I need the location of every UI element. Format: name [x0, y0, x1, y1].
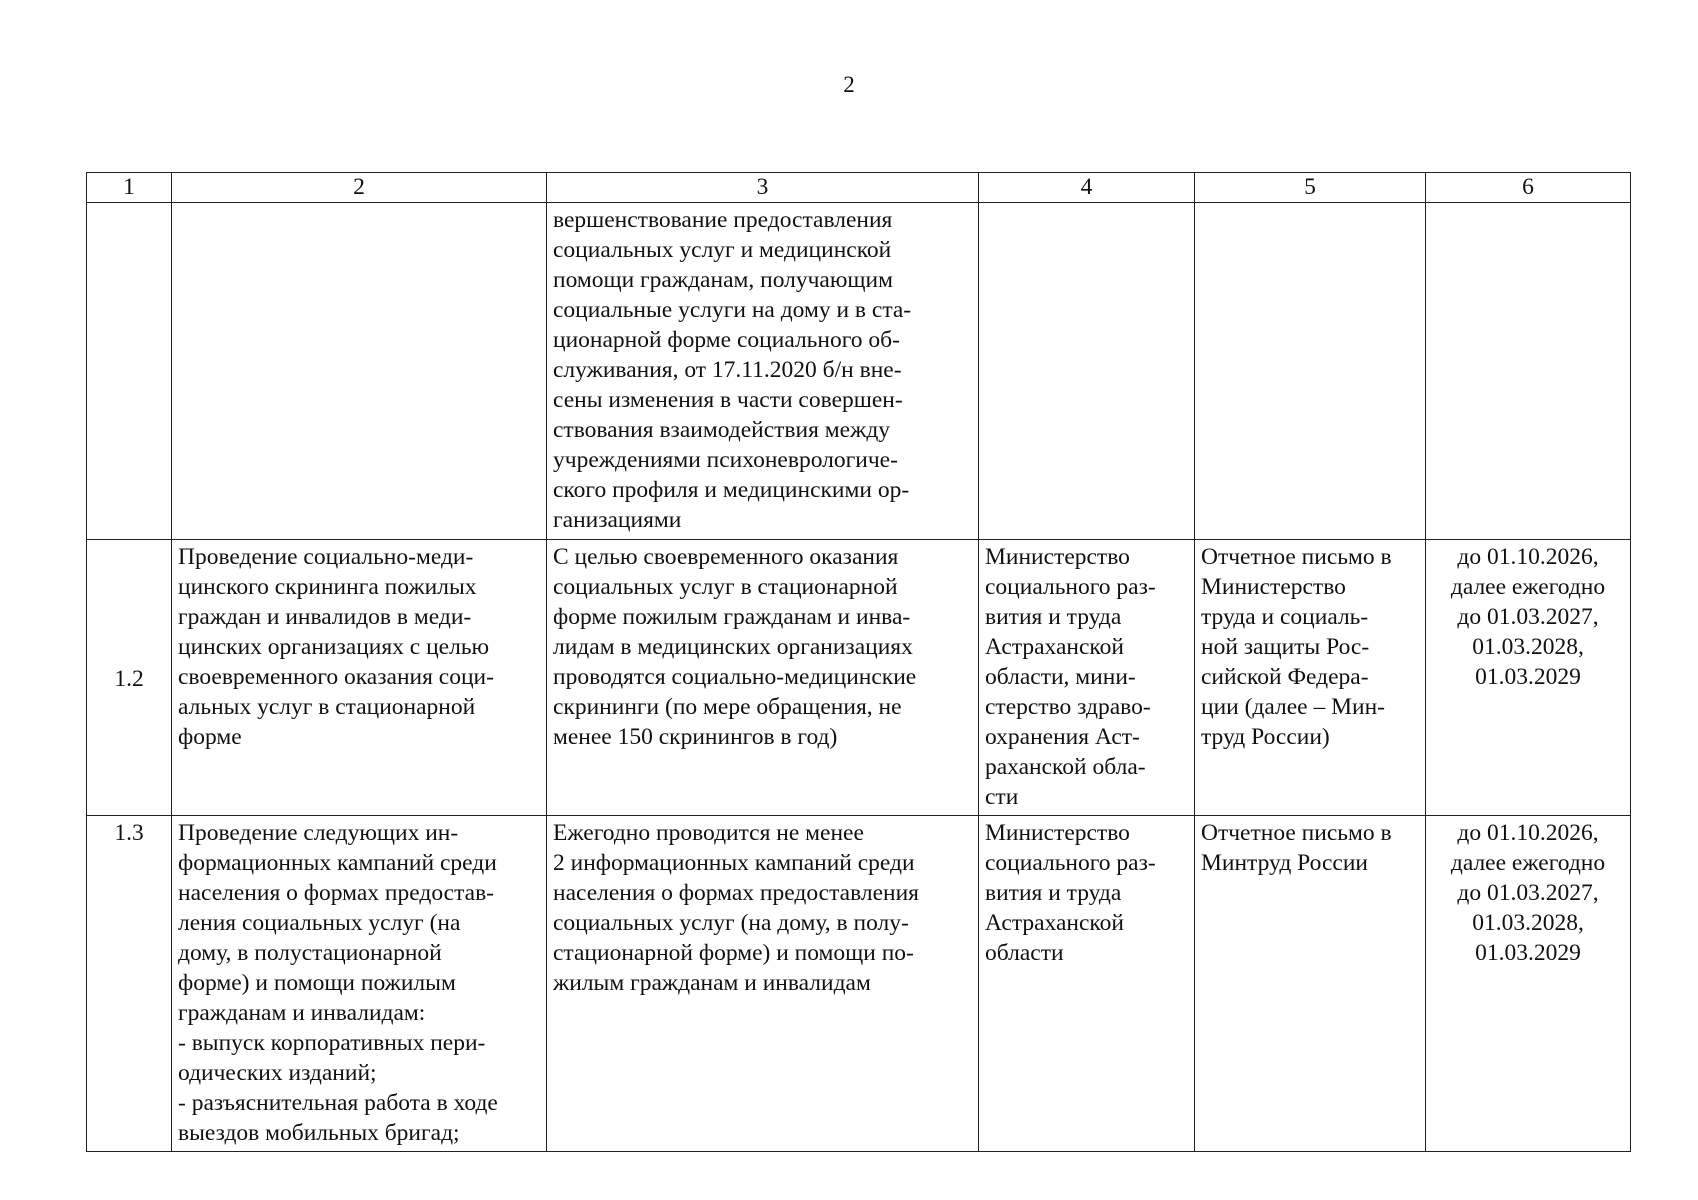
cell-line: выездов мобильных бригад; — [178, 1120, 460, 1146]
deadline-cell — [1426, 203, 1631, 540]
cell-line: социального раз- — [985, 574, 1156, 600]
cell-line: до 01.10.2026, — [1457, 820, 1599, 846]
cell-line: вершенствование предоставления — [553, 207, 893, 233]
cell-line: учреждениями психоневрологиче- — [553, 447, 898, 473]
cell-line: лидам в медицинских организациях — [553, 634, 913, 660]
deadline-cell — [1426, 816, 1631, 1152]
event-cell — [172, 203, 547, 540]
cell-line: Министерство — [1201, 574, 1346, 600]
cell-line: ствования взаимодействия между — [553, 417, 891, 443]
cell-line: вития и труда — [985, 880, 1122, 906]
cell-line: далее ежегодно — [1450, 850, 1606, 876]
cell-line: С целью своевременного оказания — [553, 544, 899, 570]
cell-line: цинских организациях с целью — [178, 634, 490, 660]
cell-line: до 01.03.2027, — [1457, 880, 1599, 906]
cell-line: социальных услуг в стационарной — [553, 574, 898, 600]
result-cell — [547, 816, 979, 1152]
cell-line: 01.03.2029 — [1475, 664, 1581, 690]
page-number: 2 — [843, 72, 855, 97]
report-cell — [1195, 816, 1426, 1152]
row-number: 1.3 — [87, 816, 172, 1152]
cell-line: стерство здраво- — [985, 694, 1151, 720]
cell-line: служивания, от 17.11.2020 б/н вне- — [553, 357, 902, 383]
cell-line: своевременного оказания соци- — [178, 664, 494, 690]
col-header-5: 5 — [1195, 173, 1426, 203]
cell-line: Минтруд России — [1201, 850, 1368, 876]
responsible-cell — [979, 540, 1195, 816]
cell-line: Ежегодно проводится не менее — [553, 820, 864, 846]
cell-line: альных услуг в стационарной — [178, 694, 476, 720]
cell-line: Отчетное письмо в — [1201, 820, 1392, 846]
cell-line: гражданам и инвалидам: — [178, 1000, 426, 1026]
cell-line: ции (далее – Мин- — [1201, 694, 1385, 720]
cell-line: - разъяснительная работа в ходе — [178, 1090, 498, 1116]
cell-line: населения о формах предостав- — [178, 880, 494, 906]
responsible-cell — [979, 816, 1195, 1152]
cell-line: сийской Федера- — [1201, 664, 1369, 690]
cell-line: одических изданий; — [178, 1060, 377, 1086]
cell-line: социальные услуги на дому и в ста- — [553, 297, 912, 323]
cell-line: до 01.03.2027, — [1457, 604, 1599, 630]
col-header-3: 3 — [547, 173, 979, 203]
cell-line: формационных кампаний среди — [178, 850, 497, 876]
cell-line: ной защиты Рос- — [1201, 634, 1370, 660]
cell-line: Министерство — [985, 544, 1130, 570]
cell-line: помощи гражданам, получающим — [553, 267, 893, 293]
cell-line: ганизациями — [553, 507, 682, 533]
cell-line: населения о формах предоставления — [553, 880, 919, 906]
cell-line: области, мини- — [985, 664, 1136, 690]
cell-line: - выпуск корпоративных пери- — [178, 1030, 486, 1056]
cell-line: охранения Аст- — [985, 724, 1140, 750]
cell-line: стационарной форме) и помощи по- — [553, 940, 914, 966]
col-header-2: 2 — [172, 173, 547, 203]
cell-line: 01.03.2029 — [1475, 940, 1581, 966]
deadline-cell — [1426, 540, 1631, 816]
cell-line: форме) и помощи пожилым — [178, 970, 456, 996]
responsible-cell — [979, 203, 1195, 540]
row-number — [87, 203, 172, 540]
row-number: 1.2 — [87, 540, 172, 816]
cell-line: скрининги (по мере обращения, не — [553, 694, 902, 720]
cell-line: труда и социаль- — [1201, 604, 1369, 630]
header-row — [87, 173, 1631, 203]
cell-line: проводятся социально-медицинские — [553, 664, 917, 690]
cell-line: дому, в полустационарной — [178, 940, 442, 966]
event-cell — [172, 816, 547, 1152]
col-header-1: 1 — [87, 173, 172, 203]
cell-line: Проведение следующих ин- — [178, 820, 459, 846]
cell-line: форме — [178, 724, 242, 750]
col-header-4: 4 — [979, 173, 1195, 203]
event-cell — [172, 540, 547, 816]
cell-line: социального раз- — [985, 850, 1156, 876]
cell-line: ления социальных услуг (на — [178, 910, 461, 936]
cell-line: вития и труда — [985, 604, 1122, 630]
cell-line: труд России) — [1201, 724, 1330, 750]
table-row — [87, 816, 1631, 1152]
table-row — [87, 203, 1631, 540]
cell-line: граждан и инвалидов в меди- — [178, 604, 472, 630]
cell-line: Отчетное письмо в — [1201, 544, 1392, 570]
report-cell — [1195, 203, 1426, 540]
cell-line: менее 150 скринингов в год) — [553, 724, 838, 750]
cell-line: 2 информационных кампаний среди — [553, 850, 915, 876]
cell-line: Проведение социально-меди- — [178, 544, 474, 570]
plan-table — [86, 172, 1631, 1152]
cell-line: Астраханской — [985, 910, 1124, 936]
cell-line: Астраханской — [985, 634, 1124, 660]
cell-line: ционарной форме социального об- — [553, 327, 900, 353]
cell-line: форме пожилым гражданам и инва- — [553, 604, 911, 630]
cell-line: цинского скрининга пожилых — [178, 574, 477, 600]
cell-line: далее ежегодно — [1450, 574, 1606, 600]
cell-line: 01.03.2028, — [1472, 910, 1584, 936]
cell-line: раханской обла- — [985, 754, 1146, 780]
cell-line: до 01.10.2026, — [1457, 544, 1599, 570]
result-cell — [547, 540, 979, 816]
cell-line: сти — [985, 784, 1019, 810]
cell-line: социальных услуг и медицинской — [553, 237, 892, 263]
report-cell — [1195, 540, 1426, 816]
cell-line: области — [985, 940, 1064, 966]
cell-line: сены изменения в части совершен- — [553, 387, 903, 413]
cell-line: ского профиля и медицинскими ор- — [553, 477, 910, 503]
cell-line: социальных услуг (на дому, в полу- — [553, 910, 909, 936]
cell-line: 01.03.2028, — [1472, 634, 1584, 660]
table-row — [87, 540, 1631, 816]
col-header-6: 6 — [1426, 173, 1631, 203]
result-cell — [547, 203, 979, 540]
cell-line: Министерство — [985, 820, 1130, 846]
cell-line: жилым гражданам и инвалидам — [553, 970, 871, 996]
